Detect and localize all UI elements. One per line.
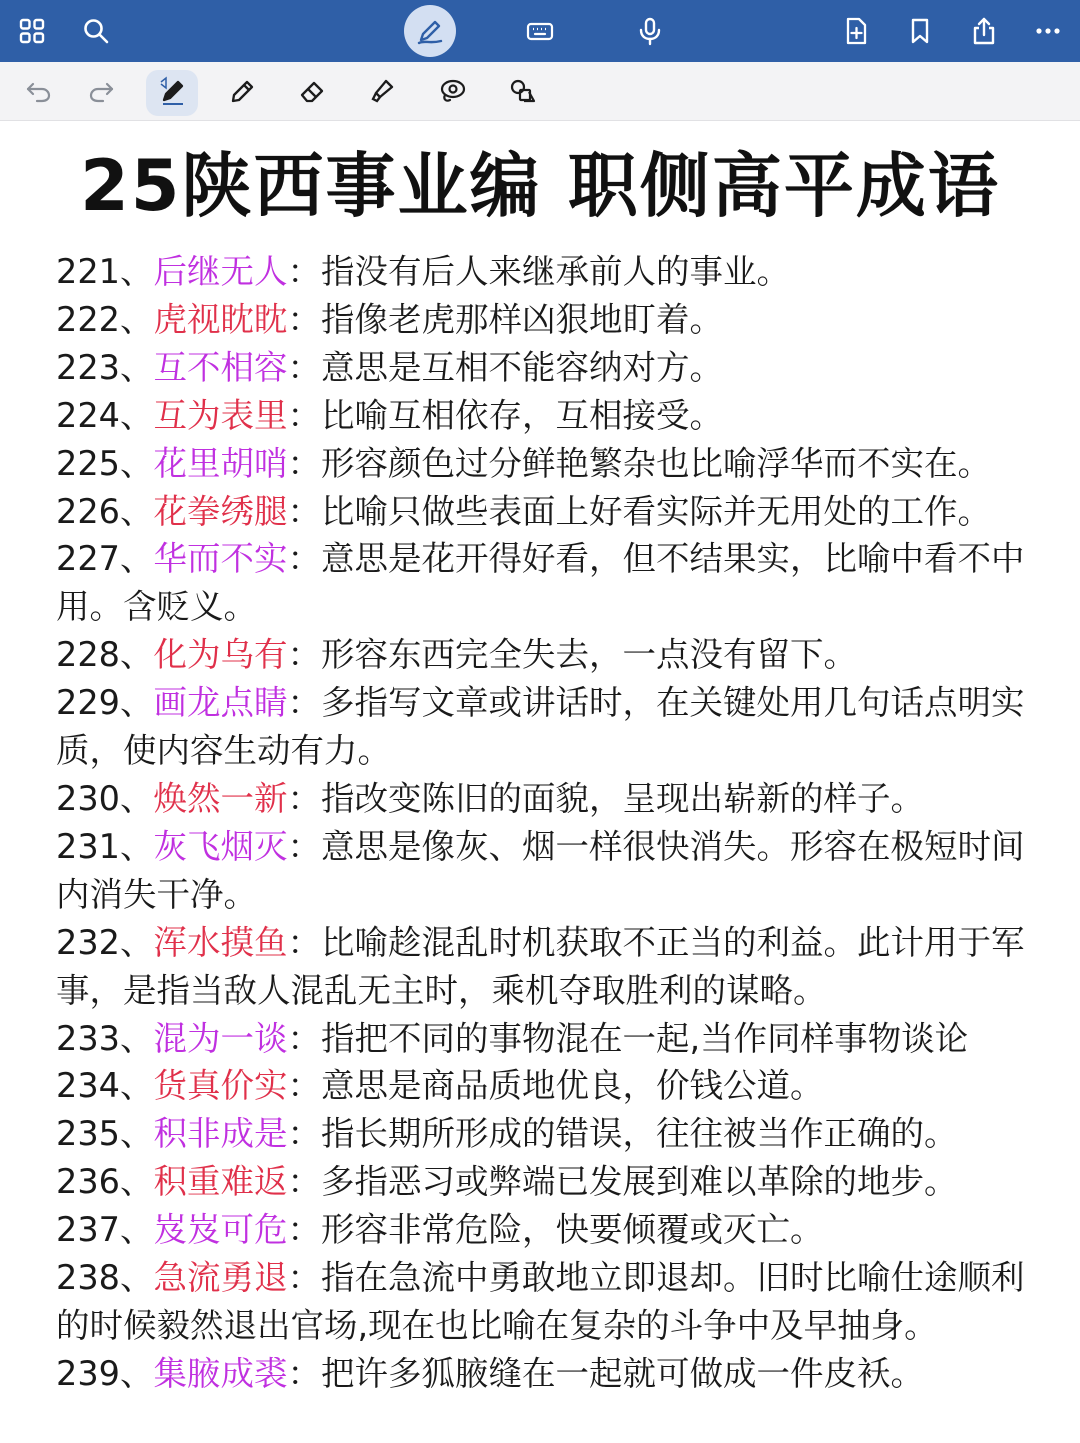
drawing-toolbar <box>0 62 1080 121</box>
entry-separator: ： <box>287 252 321 291</box>
entry-idiom: 积非成是 <box>153 1114 288 1154</box>
entry-separator: ： <box>287 1162 321 1202</box>
entry-number: 227、 <box>56 539 154 579</box>
undo-icon[interactable] <box>12 62 64 120</box>
list-item <box>56 679 1036 775</box>
entry-description: 指在急流中勇敢地立即退却。旧时比喻仕途顺利的时候毅然退出官场,现在也比喻在复杂的斗争中及早抽身。 <box>56 1258 1025 1345</box>
entry-number: 238、 <box>56 1258 154 1298</box>
entry-description: 形容非常危险，快要倾覆或灭亡。 <box>320 1210 824 1250</box>
entry-description: 指没有后人来继承前人的事业。 <box>320 252 790 291</box>
entry-description: 比喻只做些表面上好看实际并无用处的工作。 <box>320 491 991 531</box>
entry-description: 意思是像灰、烟一样很快消失。形容在极短时间内消失干净。 <box>56 826 1025 914</box>
entry-description: 指把不同的事物混在一起,当作同样事物谈论 <box>320 1018 969 1058</box>
grid-icon[interactable] <box>6 0 58 62</box>
shapes-icon[interactable] <box>496 62 548 120</box>
entry-description: 比喻趁混乱时机获取不正当的利益。此计用于军事，是指当敌人混乱无主时，乘机夺取胜利的谋略。 <box>56 922 1025 1010</box>
entry-description: 意思是互相不能容纳对方。 <box>320 347 723 387</box>
entry-separator: ： <box>287 491 321 531</box>
entry-separator: ： <box>287 826 321 866</box>
top-app-bar <box>0 0 1080 62</box>
microphone-icon[interactable] <box>624 0 676 62</box>
more-icon[interactable] <box>1022 0 1074 62</box>
lasso-icon[interactable] <box>426 62 478 120</box>
list-item <box>56 1158 1036 1206</box>
idiom-list <box>56 248 1036 1398</box>
entry-number: 235、 <box>56 1114 154 1154</box>
entry-description: 多指恶习或弊端已发展到难以革除的地步。 <box>320 1162 958 1202</box>
entry-idiom: 灰飞烟灭 <box>153 826 288 866</box>
entry-separator: ： <box>287 539 321 579</box>
search-icon[interactable] <box>70 0 122 62</box>
bluetooth-pen-icon[interactable] <box>146 62 198 120</box>
page-title: 25陕西事业编 职侧高平成语 <box>80 145 1000 227</box>
entry-idiom: 焕然一新 <box>153 778 288 818</box>
entry-separator: ： <box>287 1353 321 1393</box>
entry-description: 意思是商品质地优良，价钱公道。 <box>320 1066 824 1106</box>
redo-icon[interactable] <box>76 62 128 120</box>
list-item <box>56 535 1036 631</box>
entry-number: 226、 <box>56 491 154 531</box>
list-item <box>56 1350 1036 1398</box>
list-item <box>56 440 1036 488</box>
entry-number: 230、 <box>56 778 154 818</box>
entry-idiom: 混为一谈 <box>153 1018 288 1058</box>
entry-description: 多指写文章或讲话时，在关键处用几句话点明实质，使内容生动有力。 <box>56 683 1025 771</box>
entry-number: 231、 <box>56 826 154 866</box>
entry-separator: ： <box>287 1210 321 1250</box>
entry-number: 222、 <box>56 299 154 339</box>
list-item <box>56 823 1036 919</box>
entry-idiom: 花拳绣腿 <box>153 491 288 531</box>
entry-description: 形容颜色过分鲜艳繁杂也比喻浮华而不实在。 <box>320 443 991 483</box>
list-item <box>56 919 1036 1015</box>
entry-idiom: 互为表里 <box>153 395 288 435</box>
entry-separator: ： <box>287 1018 321 1058</box>
entry-idiom: 虎视眈眈 <box>153 299 288 339</box>
entry-separator: ： <box>287 395 321 435</box>
entry-description: 形容东西完全失去，一点没有留下。 <box>320 635 857 675</box>
entry-idiom: 后继无人 <box>153 252 288 291</box>
list-item <box>56 1015 1036 1063</box>
entry-separator: ： <box>287 299 321 339</box>
list-item <box>56 488 1036 536</box>
entry-idiom: 集腋成裘 <box>153 1353 288 1393</box>
entry-separator: ： <box>287 443 321 483</box>
entry-idiom: 画龙点睛 <box>153 683 288 723</box>
entry-separator: ： <box>287 635 321 675</box>
entry-description: 把许多狐腋缝在一起就可做成一件皮袄。 <box>320 1353 924 1393</box>
entry-description: 意思是花开得好看，但不结果实，比喻中看不中用。含贬义。 <box>56 539 1025 627</box>
entry-number: 237、 <box>56 1210 154 1250</box>
entry-separator: ： <box>287 778 321 818</box>
list-item <box>56 1254 1036 1350</box>
list-item <box>56 1062 1036 1110</box>
pen-icon <box>415 16 445 46</box>
entry-idiom: 急流勇退 <box>153 1258 288 1298</box>
list-item <box>56 1110 1036 1158</box>
entry-idiom: 花里胡哨 <box>153 443 288 483</box>
entry-separator: ： <box>287 683 321 723</box>
list-item <box>56 1206 1036 1254</box>
entry-number: 229、 <box>56 683 154 723</box>
entry-separator: ： <box>287 1114 321 1154</box>
entry-description: 指改变陈旧的面貌，呈现出崭新的样子。 <box>320 778 924 818</box>
pen-mode-button[interactable] <box>404 5 456 57</box>
entry-idiom: 岌岌可危 <box>153 1210 288 1250</box>
list-item <box>56 248 1036 296</box>
entry-separator: ： <box>287 1258 321 1298</box>
entry-idiom: 华而不实 <box>153 539 288 579</box>
entry-separator: ： <box>287 347 321 387</box>
list-item <box>56 344 1036 392</box>
entry-idiom: 货真价实 <box>153 1066 288 1106</box>
entry-number: 225、 <box>56 443 154 483</box>
list-item <box>56 631 1036 679</box>
entry-description: 指长期所形成的错误，往往被当作正确的。 <box>320 1114 958 1154</box>
entry-description: 比喻互相依存，互相接受。 <box>320 395 723 435</box>
pencil-icon[interactable] <box>216 62 268 120</box>
entry-separator: ： <box>287 1066 321 1106</box>
entry-idiom: 积重难返 <box>153 1162 288 1202</box>
entry-number: 234、 <box>56 1066 154 1106</box>
entry-number: 228、 <box>56 635 154 675</box>
list-item <box>56 392 1036 440</box>
list-item <box>56 775 1036 823</box>
keyboard-icon[interactable] <box>514 0 566 62</box>
entry-number: 232、 <box>56 922 154 962</box>
entry-number: 239、 <box>56 1353 154 1393</box>
add-page-icon[interactable] <box>830 0 882 62</box>
entry-number: 223、 <box>56 347 154 387</box>
entry-number: 236、 <box>56 1162 154 1202</box>
entry-separator: ： <box>287 922 321 962</box>
entry-idiom: 浑水摸鱼 <box>153 922 288 962</box>
share-icon[interactable] <box>958 0 1010 62</box>
entry-description: 指像老虎那样凶狠地盯着。 <box>320 299 723 339</box>
highlighter-icon[interactable] <box>356 62 408 120</box>
bookmark-icon[interactable] <box>894 0 946 62</box>
entry-number: 221、 <box>56 252 154 291</box>
list-item <box>56 296 1036 344</box>
entry-number: 233、 <box>56 1018 154 1058</box>
entry-number: 224、 <box>56 395 154 435</box>
entry-idiom: 化为乌有 <box>153 635 288 675</box>
eraser-icon[interactable] <box>286 62 338 120</box>
entry-idiom: 互不相容 <box>153 347 288 387</box>
